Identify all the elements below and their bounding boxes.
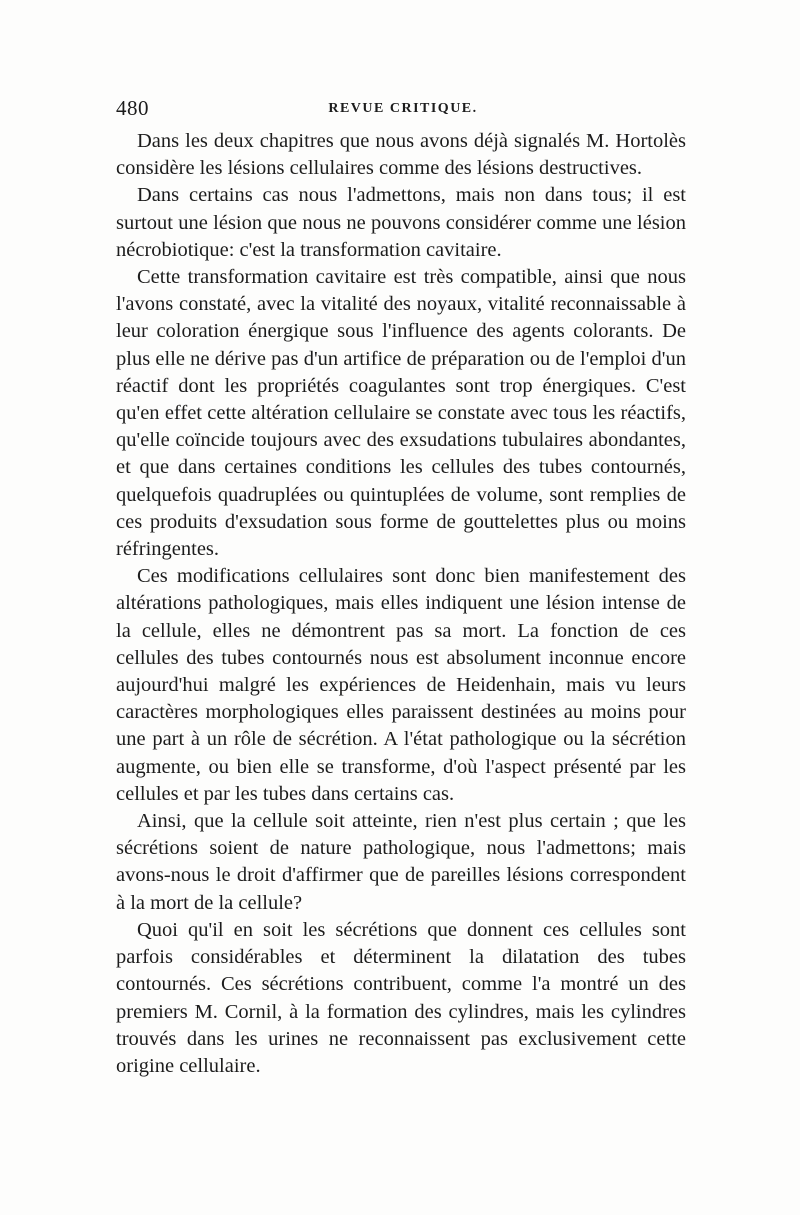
paragraph: Quoi qu'il en soit les sécrétions que donnent ces cellules sont parfois considérables et déterminent la dilatation des tubes contournés. Ces sécrétions contribuent, comme l'a montré un des premiers M. Cornil, à la formation des cylindres, mais les cylindres trouvés dans les urines ne reconnaissent pas exclusivement cette origine cellulaire. [116, 918, 686, 1077]
running-title: REVUE CRITIQUE. [328, 101, 478, 116]
paragraph: Dans les deux chapitres que nous avons déjà signalés M. Hortolès considère les lésions cellulaires comme des lésions destructives. [116, 130, 686, 180]
paragraph: Dans certains cas nous l'admettons, mais non dans tous; il est surtout une lésion que nous ne pouvons considérer comme une lésion nécrobiotique: c'est la transformation cavitaire. [116, 184, 686, 261]
paragraph: Ces modifications cellulaires sont donc bien manifestement des altérations pathologiques, mais elles indiquent une lésion intense de la cellule, elles ne démontrent pas sa mort. La fonction de ces cellules des tubes contournés nous est absolument inconnue encore aujourd'hui malgré les expériences de Heidenhain, mais vu leurs caractères morphologiques elles paraissent destinées au moins pour une part à un rôle de sécrétion. A l'état pathologique ou la sécrétion augmente, ou bien elle se transforme, d'où l'aspect présenté par les cellules et par les tubes dans certains cas. [116, 565, 686, 805]
paragraph: Cette transformation cavitaire est très compatible, ainsi que nous l'avons constaté, avec la vitalité des noyaux, vitalité reconnaissable à leur coloration énergique sous l'influence des agents colorants. De plus elle ne dérive pas d'un artifice de préparation ou de l'emploi d'un réactif dont les propriétés coagulantes sont trop énergiques. C'est qu'en effet cette altération cellulaire se constate avec tous les réactifs, qu'elle coïncide toujours avec des exsudations tubulaires abondantes, et que dans certaines conditions les cellules des tubes contournés, quelquefois quadruplées ou quintuplées de volume, sont remplies de ces produits d'exsudation sous forme de gouttelettes plus ou moins réfringentes. [116, 266, 686, 561]
paragraph: Ainsi, que la cellule soit atteinte, rien n'est plus certain ; que les sécrétions soient de nature pathologique, nous l'admettons; mais avons-nous le droit d'affirmer que de pareilles lésions correspondent à la mort de la cellule? [116, 810, 686, 914]
page-number: 480 [116, 96, 149, 120]
body-text [116, 128, 686, 1080]
page-header [116, 96, 690, 124]
